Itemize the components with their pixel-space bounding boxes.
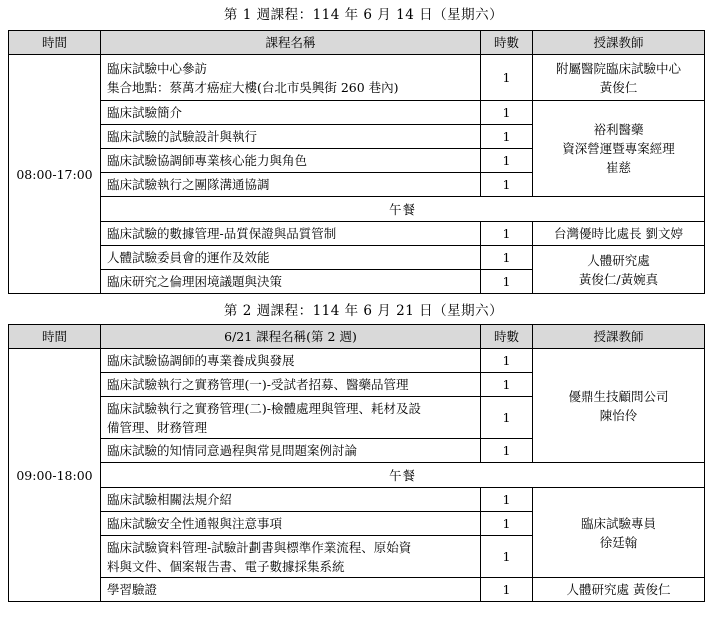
lunch-row xyxy=(9,197,705,222)
course-hours: 1 xyxy=(481,125,533,149)
teacher-cell: 人體研究處 黃俊仁/黃婉真 xyxy=(533,246,705,294)
table-row xyxy=(9,222,705,246)
teacher-cell: 優鼎生技顧問公司 陳怡伶 xyxy=(533,349,705,463)
header-hours: 時數 xyxy=(481,31,533,55)
table-row xyxy=(9,55,705,101)
course-name: 學習驗證 xyxy=(101,578,481,602)
teacher-cell: 附屬醫院臨床試驗中心 黃俊仁 xyxy=(533,55,705,101)
course-name: 臨床試驗的試驗設計與執行 xyxy=(101,125,481,149)
course-hours: 1 xyxy=(481,512,533,536)
course-hours: 1 xyxy=(481,173,533,197)
course-hours: 1 xyxy=(481,373,533,397)
course-name: 臨床試驗執行之實務管理(一)-受試者招募、醫藥品管理 xyxy=(101,373,481,397)
teacher-cell: 人體研究處 黃俊仁 xyxy=(533,578,705,602)
teacher-cell: 裕利醫藥 資深營運暨專案經理 崔慈 xyxy=(533,101,705,197)
course-hours: 1 xyxy=(481,397,533,439)
course-hours: 1 xyxy=(481,270,533,294)
table-row xyxy=(9,349,705,373)
table-row xyxy=(9,101,705,125)
course-name: 臨床試驗執行之實務管理(二)-檢體處理與管理、耗材及設 備管理、財務管理 xyxy=(101,397,481,439)
header-teacher: 授課教師 xyxy=(533,31,705,55)
table-row xyxy=(9,246,705,270)
week2-header-row xyxy=(9,325,705,349)
week1-header-row xyxy=(9,31,705,55)
teacher-cell: 台灣優時比處長 劉文婷 xyxy=(533,222,705,246)
course-hours: 1 xyxy=(481,439,533,463)
course-hours: 1 xyxy=(481,488,533,512)
lunch-label: 午餐 xyxy=(101,197,705,222)
header-time: 時間 xyxy=(9,31,101,55)
week1-title: 第 1 週課程：114 年 6 月 14 日（星期六） xyxy=(223,7,504,23)
week1-table xyxy=(8,30,705,294)
course-name: 臨床試驗中心參訪 集合地點：蔡萬才癌症大樓(台北市吳興街 260 巷內) xyxy=(101,55,481,101)
course-name: 臨床試驗簡介 xyxy=(101,101,481,125)
header-time: 時間 xyxy=(9,325,101,349)
teacher-cell: 臨床試驗專員 徐廷翰 xyxy=(533,488,705,578)
header-course: 6/21 課程名稱(第 2 週) xyxy=(101,325,481,349)
course-hours: 1 xyxy=(481,149,533,173)
lunch-row xyxy=(9,463,705,488)
course-name: 臨床試驗協調師的專業養成與發展 xyxy=(101,349,481,373)
table-row xyxy=(9,488,705,512)
course-name: 臨床試驗的數據管理-品質保證與品質管制 xyxy=(101,222,481,246)
week2-table xyxy=(8,324,705,602)
course-hours: 1 xyxy=(481,349,533,373)
course-hours: 1 xyxy=(481,578,533,602)
course-name: 臨床試驗資料管理-試驗計劃書與標準作業流程、原始資 料與文件、個案報告書、電子數據採集系統 xyxy=(101,536,481,578)
course-hours: 1 xyxy=(481,536,533,578)
course-name: 臨床試驗協調師專業核心能力與角色 xyxy=(101,149,481,173)
week1-time: 08:00-17:00 xyxy=(9,55,101,294)
course-hours: 1 xyxy=(481,246,533,270)
header-hours: 時數 xyxy=(481,325,533,349)
course-hours: 1 xyxy=(481,55,533,101)
course-hours: 1 xyxy=(481,101,533,125)
table-row xyxy=(9,578,705,602)
course-hours: 1 xyxy=(481,222,533,246)
course-name: 臨床試驗安全性通報與注意事項 xyxy=(101,512,481,536)
lunch-label: 午餐 xyxy=(101,463,705,488)
course-name: 人體試驗委員會的運作及效能 xyxy=(101,246,481,270)
week2-title: 第 2 週課程：114 年 6 月 21 日（星期六） xyxy=(223,303,504,319)
course-name: 臨床試驗的知情同意過程與常見問題案例討論 xyxy=(101,439,481,463)
course-name: 臨床研究之倫理困境議題與決策 xyxy=(101,270,481,294)
week2-time: 09:00-18:00 xyxy=(9,349,101,602)
course-name: 臨床試驗相關法規介紹 xyxy=(101,488,481,512)
course-name: 臨床試驗執行之團隊溝通協調 xyxy=(101,173,481,197)
header-teacher: 授課教師 xyxy=(533,325,705,349)
header-course: 課程名稱 xyxy=(101,31,481,55)
